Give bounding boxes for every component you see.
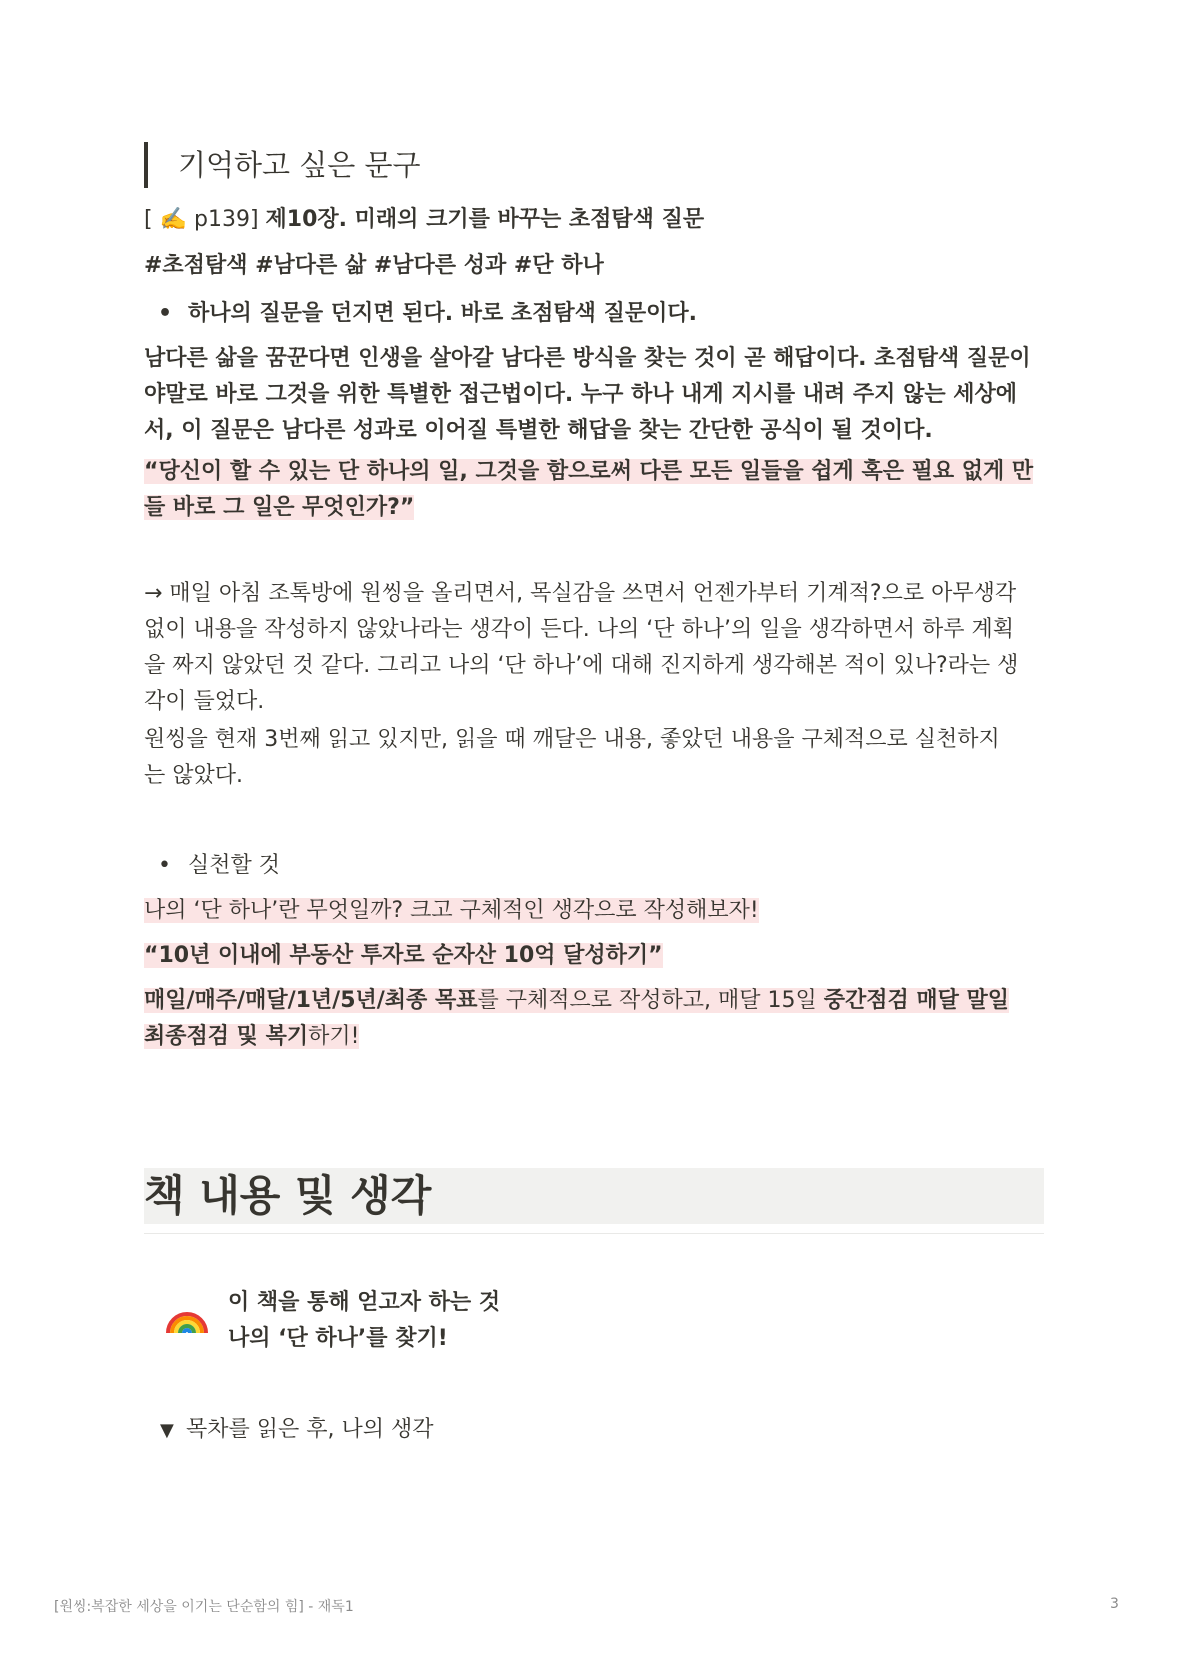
callout-line: 이 책을 통해 얻고자 하는 것 xyxy=(228,1290,501,1315)
paragraph-line: 을 짜지 않았던 것 같다. 그리고 나의 ‘단 하나’에 대해 진지하게 생각해본 적이 있나?라는 생 xyxy=(144,653,1019,678)
bullet-text: 실천할 것 xyxy=(188,853,281,878)
quote-heading: 기억하고 싶은 문구 xyxy=(144,142,421,188)
bullet-dot: • xyxy=(158,853,171,878)
rainbow-icon xyxy=(164,1293,210,1339)
callout-line: 나의 ‘단 하나’를 찾기! xyxy=(228,1326,448,1351)
plan-text: 를 구체적으로 작성하고, 매달 15일 xyxy=(477,988,824,1013)
toggle-triangle-icon[interactable]: ▼ xyxy=(160,1420,174,1441)
section-heading: 책 내용 및 생각 xyxy=(144,1168,1044,1224)
paragraph-line: 서, 이 질문은 남다른 성과로 이어질 특별한 해답을 찾는 간단한 공식이 될 것이다. xyxy=(144,418,933,443)
reference-open-bracket: [ xyxy=(144,207,153,232)
toggle-label[interactable]: 목차를 읽은 후, 나의 생각 xyxy=(186,1417,434,1442)
highlight-line: “10년 이내에 부동산 투자로 순자산 10억 달성하기” xyxy=(144,943,663,968)
highlight-line: 들 바로 그 일은 무엇인가?” xyxy=(144,495,415,520)
divider xyxy=(144,1233,1044,1234)
highlight-line: 나의 ‘단 하나’란 무엇일까? 크고 구체적인 생각으로 작성해보자! xyxy=(144,898,759,923)
plan-bold-finalcheck: 최종점검 및 복기 xyxy=(144,1024,309,1049)
paragraph-line: 각이 들었다. xyxy=(144,689,265,714)
paragraph-focus-question xyxy=(144,341,1044,449)
plan-bold-goals: 매일/매주/매달/1년/5년/최종 목표 xyxy=(144,988,478,1013)
plan-text-end: 하기! xyxy=(308,1024,360,1049)
reference-page: p139] xyxy=(194,207,259,232)
goal-quote xyxy=(144,938,1044,974)
writing-hand-icon: ✍️ xyxy=(159,207,187,232)
paragraph-line: 원씽을 현재 3번째 읽고 있지만, 읽을 때 깨달은 내용, 좋았던 내용을 구체적으로 실천하지 xyxy=(144,727,1000,752)
chapter-title: 제10장. 미래의 크기를 바꾸는 초점탐색 질문 xyxy=(265,207,705,232)
bullet-item-question xyxy=(158,296,1038,332)
highlight-line: “당신이 할 수 있는 단 하나의 일, 그것을 함으로써 다른 모든 일들을 쉽게 혹은 필요 없게 만 xyxy=(144,459,1034,484)
paragraph-line: → 매일 아침 조톡방에 원씽을 올리면서, 목실감을 쓰면서 언젠가부터 기계적?으로 아무생각 xyxy=(144,581,1017,606)
plan-paragraph xyxy=(144,983,1044,1055)
paragraph-line: 야말로 바로 그것을 위한 특별한 접근법이다. 누구 하나 내게 지시를 내려 주지 않는 세상에 xyxy=(144,382,1018,407)
page-number: 3 xyxy=(1110,1596,1119,1612)
reference-line xyxy=(144,202,1044,238)
paragraph-line: 없이 내용을 작성하지 않았나라는 생각이 든다. 나의 ‘단 하나’의 일을 생각하면서 하루 계획 xyxy=(144,617,1014,642)
reflection-paragraph xyxy=(144,576,1044,720)
callout-text xyxy=(228,1285,648,1357)
footer-title: [원씽:복잡한 세상을 이기는 단순함의 힘] - 재독1 xyxy=(54,1599,354,1615)
paragraph-line: 남다른 삶을 꿈꾼다면 인생을 살아갈 남다른 방식을 찾는 것이 곧 해답이다. 초점탐색 질문이 xyxy=(144,346,1031,371)
hashtags: #초점탐색 #남다른 삶 #남다른 성과 #단 하나 xyxy=(144,253,604,278)
plan-bold-midcheck: 중간점검 매달 말일 xyxy=(823,988,1010,1013)
one-thing-question xyxy=(144,893,1044,929)
bullet-item-action xyxy=(158,848,1038,884)
toggle-block[interactable] xyxy=(160,1412,434,1449)
bullet-text: 하나의 질문을 던지면 된다. 바로 초점탐색 질문이다. xyxy=(188,301,697,326)
paragraph-line: 는 않았다. xyxy=(144,763,243,788)
bullet-dot: • xyxy=(158,301,173,326)
highlighted-quote xyxy=(144,454,1044,526)
reread-paragraph xyxy=(144,722,1044,794)
